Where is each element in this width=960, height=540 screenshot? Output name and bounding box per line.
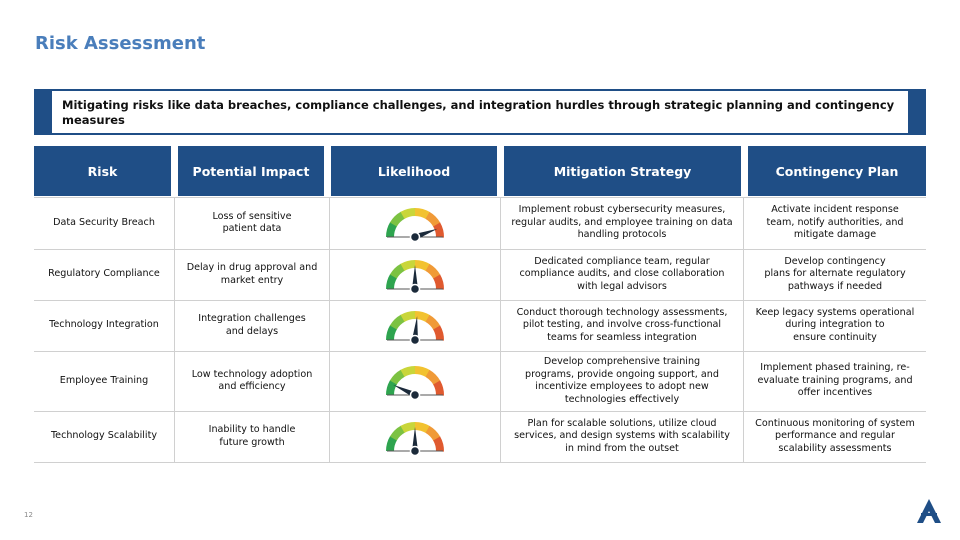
gauge-segment — [390, 438, 394, 451]
risk-cell: Technology Scalability — [50, 430, 158, 442]
impact-cell: Integration challenges and delays — [198, 313, 306, 337]
speedometer-icon — [382, 359, 448, 403]
gauge-hub — [411, 446, 420, 455]
gauge-segment — [415, 426, 428, 430]
gauge-segment — [390, 276, 394, 289]
gauge-segment — [403, 370, 416, 373]
gauge-segment — [437, 438, 440, 451]
header-likelihood: Likelihood — [331, 146, 497, 196]
contingency-cell: Develop contingency plans for alternate regulatory pathways if needed — [764, 255, 906, 292]
gauge-segment — [390, 224, 394, 237]
gauge-segment — [437, 327, 440, 340]
gauge-segment — [393, 318, 403, 327]
page-number: 12 — [24, 511, 33, 519]
gauge-segment — [428, 318, 437, 328]
impact-cell: Inability to handle future growth — [208, 424, 296, 448]
summary-text: Mitigating risks like data breaches, compliance challenges, and integration hurdles through strategic planning and contingency measures — [52, 91, 908, 133]
gauge-segment — [393, 373, 403, 382]
gauge-segment — [390, 382, 394, 395]
header-potential-impact: Potential Impact — [178, 146, 324, 196]
gauge-segment — [415, 370, 428, 374]
company-logo-icon — [916, 498, 942, 524]
gauge-segment — [437, 276, 440, 289]
gauge-segment — [428, 215, 437, 225]
contingency-cell: Activate incident response team, notify authorities, and mitigate damage — [766, 204, 904, 241]
gauge-segment — [428, 267, 437, 277]
gauge-segment — [403, 212, 416, 215]
contingency-cell: Implement phased training, re- evaluate training programs, and offer incentives — [757, 362, 913, 399]
impact-cell: Delay in drug approval and market entry — [186, 262, 318, 286]
risk-cell: Data Security Breach — [53, 216, 155, 228]
risk-cell: Employee Training — [59, 374, 149, 386]
mitigation-cell: Plan for scalable solutions, utilize cloud services, and design systems with scalability in mind from the outset — [514, 417, 730, 454]
header-mitigation-strategy: Mitigation Strategy — [504, 146, 741, 196]
gauge-segment — [437, 383, 440, 396]
gauge-segment — [415, 264, 428, 268]
impact-cell: Loss of sensitive patient data — [212, 210, 292, 234]
likelihood-gauge-icon — [330, 351, 500, 411]
likelihood-gauge-icon — [330, 249, 500, 300]
gauge-hub — [411, 233, 420, 242]
gauge-segment — [403, 315, 416, 318]
gauge-segment — [415, 212, 428, 216]
speedometer-icon — [382, 304, 448, 348]
gauge-segment — [437, 225, 440, 238]
likelihood-gauge-icon — [330, 197, 500, 249]
contingency-cell: Keep legacy systems operational during integration to ensure continuity — [755, 306, 915, 343]
speedometer-icon — [382, 253, 448, 297]
mitigation-cell: Implement robust cybersecurity measures, regular audits, and employee training on data handling protocols — [511, 204, 733, 241]
contingency-cell: Continuous monitoring of system performance and regular scalability assessments — [755, 417, 915, 454]
gauge-segment — [393, 215, 403, 224]
gauge-segment — [393, 429, 403, 438]
risk-cell: Technology Integration — [49, 319, 159, 331]
gauge-segment — [403, 426, 416, 429]
page-title: Risk Assessment — [35, 33, 206, 54]
likelihood-gauge-icon — [330, 300, 500, 351]
speedometer-icon — [382, 415, 448, 459]
gauge-segment — [393, 267, 403, 276]
gauge-segment — [403, 264, 416, 267]
likelihood-gauge-icon — [330, 411, 500, 462]
impact-cell: Low technology adoption and efficiency — [191, 368, 313, 392]
speedometer-icon — [382, 201, 448, 245]
gauge-hub — [411, 335, 420, 344]
gauge-hub — [411, 284, 420, 293]
gauge-hub — [411, 391, 420, 400]
gauge-segment — [428, 429, 437, 439]
mitigation-cell: Develop comprehensive training programs, provide ongoing support, and incentivize employees to adopt new technologies effectively — [525, 356, 719, 405]
risk-cell: Regulatory Compliance — [48, 268, 160, 280]
summary-banner — [34, 89, 926, 135]
header-risk: Risk — [34, 146, 171, 196]
row-divider — [34, 462, 926, 463]
gauge-segment — [390, 327, 394, 340]
gauge-segment — [428, 373, 437, 383]
header-contingency-plan: Contingency Plan — [748, 146, 926, 196]
mitigation-cell: Conduct thorough technology assessments, pilot testing, and involve cross-functional teams for seamless integration — [516, 306, 728, 343]
mitigation-cell: Dedicated compliance team, regular compliance audits, and close collaboration with legal advisors — [519, 255, 725, 292]
